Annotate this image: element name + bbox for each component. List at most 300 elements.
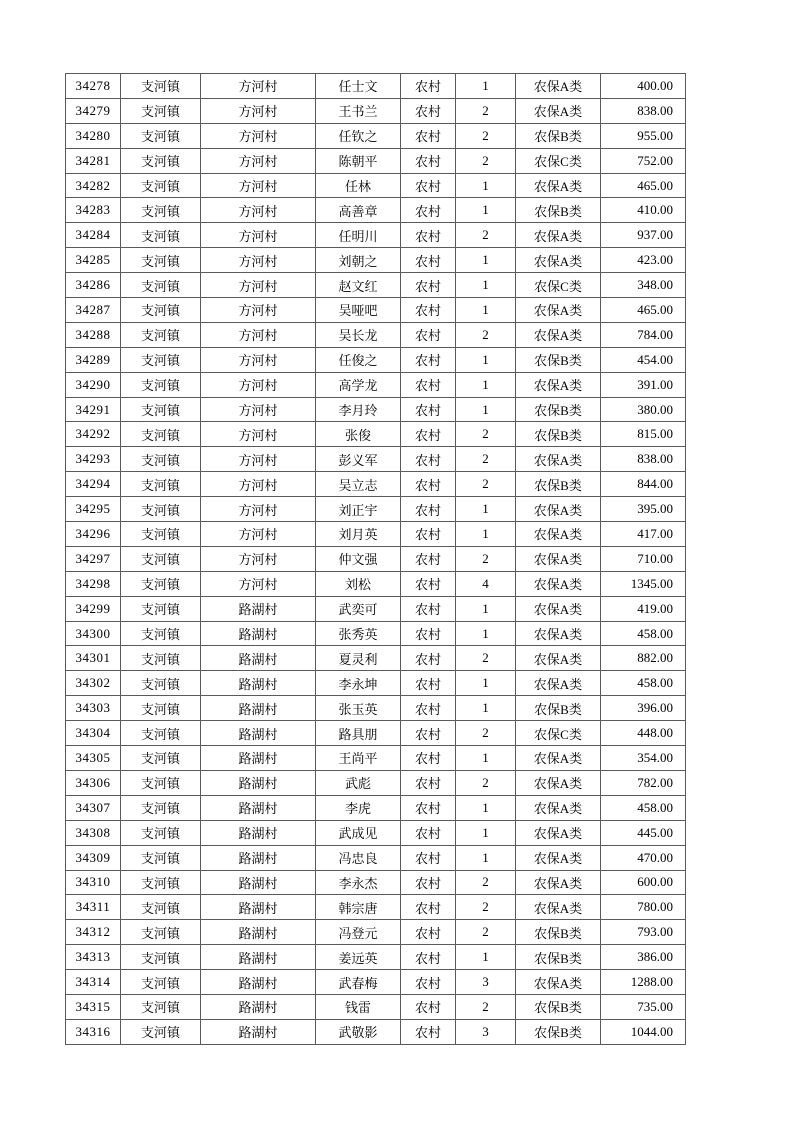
cell-serial: 34290 — [66, 372, 121, 397]
cell-count: 1 — [456, 372, 516, 397]
cell-village: 路湖村 — [201, 994, 316, 1019]
cell-village: 方河村 — [201, 273, 316, 298]
cell-name: 冯登元 — [316, 920, 401, 945]
cell-count: 2 — [456, 920, 516, 945]
table-row — [66, 571, 686, 596]
cell-serial: 34303 — [66, 696, 121, 721]
cell-name: 武成见 — [316, 820, 401, 845]
table-row — [66, 1019, 686, 1044]
cell-type: 农村 — [401, 173, 456, 198]
cell-amount: 458.00 — [601, 621, 686, 646]
cell-category: 农保A类 — [516, 845, 601, 870]
cell-serial: 34295 — [66, 497, 121, 522]
cell-category: 农保A类 — [516, 895, 601, 920]
cell-serial: 34310 — [66, 870, 121, 895]
cell-serial: 34289 — [66, 347, 121, 372]
cell-type: 农村 — [401, 696, 456, 721]
cell-count: 2 — [456, 770, 516, 795]
cell-category: 农保A类 — [516, 372, 601, 397]
cell-name: 武春梅 — [316, 970, 401, 995]
cell-village: 路湖村 — [201, 795, 316, 820]
cell-name: 张俊 — [316, 422, 401, 447]
cell-amount: 1288.00 — [601, 970, 686, 995]
cell-name: 任明川 — [316, 223, 401, 248]
cell-name: 武敬影 — [316, 1019, 401, 1044]
cell-town: 支河镇 — [121, 198, 201, 223]
cell-count: 2 — [456, 472, 516, 497]
cell-amount: 955.00 — [601, 123, 686, 148]
cell-town: 支河镇 — [121, 74, 201, 99]
cell-town: 支河镇 — [121, 522, 201, 547]
cell-type: 农村 — [401, 322, 456, 347]
cell-name: 任钦之 — [316, 123, 401, 148]
cell-serial: 34296 — [66, 522, 121, 547]
cell-name: 陈朝平 — [316, 148, 401, 173]
cell-category: 农保B类 — [516, 472, 601, 497]
cell-town: 支河镇 — [121, 1019, 201, 1044]
cell-town: 支河镇 — [121, 920, 201, 945]
cell-town: 支河镇 — [121, 795, 201, 820]
cell-town: 支河镇 — [121, 372, 201, 397]
cell-amount: 458.00 — [601, 795, 686, 820]
cell-name: 任士文 — [316, 74, 401, 99]
cell-category: 农保B类 — [516, 696, 601, 721]
cell-town: 支河镇 — [121, 298, 201, 323]
cell-category: 农保A类 — [516, 98, 601, 123]
cell-count: 1 — [456, 298, 516, 323]
cell-village: 路湖村 — [201, 721, 316, 746]
cell-town: 支河镇 — [121, 746, 201, 771]
cell-town: 支河镇 — [121, 148, 201, 173]
table-row — [66, 273, 686, 298]
table-row — [66, 970, 686, 995]
cell-serial: 34297 — [66, 546, 121, 571]
cell-category: 农保A类 — [516, 970, 601, 995]
table-row — [66, 522, 686, 547]
cell-amount: 465.00 — [601, 173, 686, 198]
cell-serial: 34287 — [66, 298, 121, 323]
cell-village: 路湖村 — [201, 820, 316, 845]
cell-type: 农村 — [401, 596, 456, 621]
cell-name: 任林 — [316, 173, 401, 198]
cell-count: 2 — [456, 870, 516, 895]
cell-amount: 445.00 — [601, 820, 686, 845]
cell-serial: 34309 — [66, 845, 121, 870]
cell-amount: 838.00 — [601, 447, 686, 472]
cell-type: 农村 — [401, 497, 456, 522]
cell-name: 高善章 — [316, 198, 401, 223]
cell-name: 李永坤 — [316, 671, 401, 696]
table-row — [66, 397, 686, 422]
table-row — [66, 596, 686, 621]
table-row — [66, 845, 686, 870]
cell-village: 路湖村 — [201, 646, 316, 671]
cell-count: 2 — [456, 148, 516, 173]
cell-amount: 395.00 — [601, 497, 686, 522]
cell-amount: 417.00 — [601, 522, 686, 547]
cell-name: 夏灵利 — [316, 646, 401, 671]
cell-count: 2 — [456, 994, 516, 1019]
table-row — [66, 696, 686, 721]
cell-count: 2 — [456, 322, 516, 347]
cell-name: 彭义军 — [316, 447, 401, 472]
table-row — [66, 74, 686, 99]
cell-town: 支河镇 — [121, 322, 201, 347]
table-row — [66, 223, 686, 248]
cell-town: 支河镇 — [121, 970, 201, 995]
cell-serial: 34280 — [66, 123, 121, 148]
table-row — [66, 298, 686, 323]
cell-type: 农村 — [401, 1019, 456, 1044]
cell-amount: 784.00 — [601, 322, 686, 347]
cell-town: 支河镇 — [121, 820, 201, 845]
table-row — [66, 148, 686, 173]
cell-category: 农保A类 — [516, 671, 601, 696]
beneficiary-table — [65, 73, 686, 1045]
cell-name: 姜远英 — [316, 945, 401, 970]
table-row — [66, 820, 686, 845]
cell-village: 方河村 — [201, 447, 316, 472]
table-row — [66, 721, 686, 746]
cell-serial: 34278 — [66, 74, 121, 99]
cell-village: 路湖村 — [201, 895, 316, 920]
cell-type: 农村 — [401, 347, 456, 372]
cell-category: 农保A类 — [516, 223, 601, 248]
cell-amount: 386.00 — [601, 945, 686, 970]
cell-count: 1 — [456, 347, 516, 372]
cell-name: 路具朋 — [316, 721, 401, 746]
cell-category: 农保B类 — [516, 422, 601, 447]
cell-type: 农村 — [401, 845, 456, 870]
cell-amount: 1044.00 — [601, 1019, 686, 1044]
table-row — [66, 770, 686, 795]
table-row — [66, 920, 686, 945]
cell-count: 1 — [456, 746, 516, 771]
cell-category: 农保A类 — [516, 621, 601, 646]
cell-amount: 782.00 — [601, 770, 686, 795]
cell-town: 支河镇 — [121, 895, 201, 920]
cell-count: 1 — [456, 820, 516, 845]
cell-serial: 34300 — [66, 621, 121, 646]
cell-amount: 710.00 — [601, 546, 686, 571]
cell-village: 方河村 — [201, 298, 316, 323]
cell-village: 路湖村 — [201, 870, 316, 895]
table-row — [66, 795, 686, 820]
cell-amount: 380.00 — [601, 397, 686, 422]
cell-town: 支河镇 — [121, 721, 201, 746]
cell-category: 农保A类 — [516, 746, 601, 771]
cell-village: 路湖村 — [201, 671, 316, 696]
cell-serial: 34299 — [66, 596, 121, 621]
cell-count: 2 — [456, 123, 516, 148]
cell-name: 吴长龙 — [316, 322, 401, 347]
cell-serial: 34285 — [66, 248, 121, 273]
cell-amount: 458.00 — [601, 671, 686, 696]
cell-serial: 34314 — [66, 970, 121, 995]
cell-serial: 34316 — [66, 1019, 121, 1044]
cell-amount: 793.00 — [601, 920, 686, 945]
table-row — [66, 472, 686, 497]
cell-town: 支河镇 — [121, 845, 201, 870]
cell-type: 农村 — [401, 945, 456, 970]
cell-type: 农村 — [401, 422, 456, 447]
cell-name: 吴立志 — [316, 472, 401, 497]
cell-count: 1 — [456, 248, 516, 273]
cell-name: 武彪 — [316, 770, 401, 795]
cell-count: 2 — [456, 895, 516, 920]
cell-type: 农村 — [401, 970, 456, 995]
cell-name: 仲文强 — [316, 546, 401, 571]
cell-name: 张玉英 — [316, 696, 401, 721]
cell-town: 支河镇 — [121, 596, 201, 621]
cell-serial: 34301 — [66, 646, 121, 671]
cell-count: 1 — [456, 621, 516, 646]
cell-category: 农保A类 — [516, 248, 601, 273]
table-row — [66, 546, 686, 571]
cell-name: 任俊之 — [316, 347, 401, 372]
cell-amount: 465.00 — [601, 298, 686, 323]
cell-type: 农村 — [401, 248, 456, 273]
cell-category: 农保A类 — [516, 522, 601, 547]
cell-name: 张秀英 — [316, 621, 401, 646]
cell-amount: 400.00 — [601, 74, 686, 99]
cell-village: 路湖村 — [201, 746, 316, 771]
cell-village: 路湖村 — [201, 621, 316, 646]
cell-type: 农村 — [401, 148, 456, 173]
cell-village: 方河村 — [201, 397, 316, 422]
cell-serial: 34307 — [66, 795, 121, 820]
cell-village: 方河村 — [201, 98, 316, 123]
cell-category: 农保C类 — [516, 273, 601, 298]
cell-count: 4 — [456, 571, 516, 596]
cell-type: 农村 — [401, 671, 456, 696]
cell-name: 刘朝之 — [316, 248, 401, 273]
table-row — [66, 173, 686, 198]
cell-town: 支河镇 — [121, 123, 201, 148]
cell-type: 农村 — [401, 372, 456, 397]
cell-count: 2 — [456, 98, 516, 123]
table-row — [66, 870, 686, 895]
cell-village: 路湖村 — [201, 1019, 316, 1044]
table-row — [66, 98, 686, 123]
cell-amount: 419.00 — [601, 596, 686, 621]
cell-amount: 844.00 — [601, 472, 686, 497]
cell-town: 支河镇 — [121, 422, 201, 447]
cell-type: 农村 — [401, 920, 456, 945]
table-row — [66, 347, 686, 372]
cell-name: 赵文红 — [316, 273, 401, 298]
cell-village: 路湖村 — [201, 845, 316, 870]
cell-village: 方河村 — [201, 198, 316, 223]
cell-category: 农保A类 — [516, 820, 601, 845]
cell-name: 李月玲 — [316, 397, 401, 422]
cell-count: 3 — [456, 1019, 516, 1044]
cell-town: 支河镇 — [121, 347, 201, 372]
cell-village: 方河村 — [201, 148, 316, 173]
cell-count: 2 — [456, 721, 516, 746]
cell-count: 1 — [456, 596, 516, 621]
cell-category: 农保A类 — [516, 770, 601, 795]
cell-count: 1 — [456, 74, 516, 99]
cell-type: 农村 — [401, 721, 456, 746]
cell-type: 农村 — [401, 397, 456, 422]
cell-village: 路湖村 — [201, 945, 316, 970]
cell-amount: 838.00 — [601, 98, 686, 123]
cell-amount: 423.00 — [601, 248, 686, 273]
cell-serial: 34293 — [66, 447, 121, 472]
cell-serial: 34291 — [66, 397, 121, 422]
cell-serial: 34308 — [66, 820, 121, 845]
cell-type: 农村 — [401, 795, 456, 820]
cell-name: 吴哑吧 — [316, 298, 401, 323]
cell-name: 高学龙 — [316, 372, 401, 397]
cell-type: 农村 — [401, 223, 456, 248]
cell-count: 1 — [456, 795, 516, 820]
cell-count: 2 — [456, 447, 516, 472]
cell-amount: 780.00 — [601, 895, 686, 920]
table-row — [66, 994, 686, 1019]
cell-serial: 34284 — [66, 223, 121, 248]
cell-serial: 34282 — [66, 173, 121, 198]
table-row — [66, 895, 686, 920]
cell-category: 农保B类 — [516, 945, 601, 970]
cell-category: 农保C类 — [516, 721, 601, 746]
cell-count: 1 — [456, 173, 516, 198]
cell-village: 路湖村 — [201, 696, 316, 721]
cell-count: 1 — [456, 671, 516, 696]
cell-amount: 1345.00 — [601, 571, 686, 596]
cell-village: 方河村 — [201, 173, 316, 198]
cell-serial: 34279 — [66, 98, 121, 123]
table-row — [66, 372, 686, 397]
cell-count: 2 — [456, 422, 516, 447]
cell-serial: 34283 — [66, 198, 121, 223]
cell-category: 农保A类 — [516, 322, 601, 347]
cell-type: 农村 — [401, 447, 456, 472]
cell-village: 方河村 — [201, 322, 316, 347]
cell-category: 农保A类 — [516, 173, 601, 198]
cell-name: 李永杰 — [316, 870, 401, 895]
cell-amount: 354.00 — [601, 746, 686, 771]
cell-town: 支河镇 — [121, 223, 201, 248]
cell-serial: 34294 — [66, 472, 121, 497]
cell-name: 王书兰 — [316, 98, 401, 123]
cell-serial: 34313 — [66, 945, 121, 970]
cell-category: 农保A类 — [516, 497, 601, 522]
cell-category: 农保B类 — [516, 994, 601, 1019]
cell-town: 支河镇 — [121, 770, 201, 795]
cell-count: 2 — [456, 223, 516, 248]
cell-count: 1 — [456, 945, 516, 970]
cell-town: 支河镇 — [121, 273, 201, 298]
cell-amount: 752.00 — [601, 148, 686, 173]
cell-type: 农村 — [401, 298, 456, 323]
cell-amount: 470.00 — [601, 845, 686, 870]
cell-category: 农保A类 — [516, 870, 601, 895]
cell-type: 农村 — [401, 994, 456, 1019]
table-row — [66, 646, 686, 671]
cell-serial: 34304 — [66, 721, 121, 746]
cell-village: 方河村 — [201, 472, 316, 497]
cell-village: 方河村 — [201, 422, 316, 447]
cell-town: 支河镇 — [121, 397, 201, 422]
cell-category: 农保B类 — [516, 347, 601, 372]
cell-town: 支河镇 — [121, 696, 201, 721]
cell-town: 支河镇 — [121, 571, 201, 596]
cell-village: 路湖村 — [201, 770, 316, 795]
cell-amount: 348.00 — [601, 273, 686, 298]
cell-town: 支河镇 — [121, 945, 201, 970]
table-row — [66, 322, 686, 347]
cell-count: 1 — [456, 497, 516, 522]
cell-amount: 600.00 — [601, 870, 686, 895]
cell-serial: 34302 — [66, 671, 121, 696]
cell-count: 1 — [456, 696, 516, 721]
cell-name: 钱雷 — [316, 994, 401, 1019]
table-row — [66, 671, 686, 696]
cell-type: 农村 — [401, 546, 456, 571]
cell-town: 支河镇 — [121, 646, 201, 671]
cell-category: 农保B类 — [516, 397, 601, 422]
cell-village: 方河村 — [201, 248, 316, 273]
cell-serial: 34315 — [66, 994, 121, 1019]
cell-category: 农保A类 — [516, 571, 601, 596]
cell-category: 农保C类 — [516, 148, 601, 173]
cell-count: 1 — [456, 397, 516, 422]
cell-town: 支河镇 — [121, 248, 201, 273]
table-row — [66, 123, 686, 148]
cell-category: 农保A类 — [516, 74, 601, 99]
cell-type: 农村 — [401, 746, 456, 771]
cell-name: 刘松 — [316, 571, 401, 596]
cell-name: 武奕可 — [316, 596, 401, 621]
cell-type: 农村 — [401, 273, 456, 298]
cell-serial: 34292 — [66, 422, 121, 447]
cell-name: 李虎 — [316, 795, 401, 820]
cell-count: 1 — [456, 522, 516, 547]
cell-type: 农村 — [401, 571, 456, 596]
cell-town: 支河镇 — [121, 870, 201, 895]
cell-name: 王尚平 — [316, 746, 401, 771]
cell-amount: 396.00 — [601, 696, 686, 721]
cell-category: 农保A类 — [516, 447, 601, 472]
cell-serial: 34306 — [66, 770, 121, 795]
cell-village: 方河村 — [201, 223, 316, 248]
cell-village: 方河村 — [201, 497, 316, 522]
cell-category: 农保B类 — [516, 1019, 601, 1044]
cell-village: 路湖村 — [201, 970, 316, 995]
cell-village: 方河村 — [201, 372, 316, 397]
cell-town: 支河镇 — [121, 472, 201, 497]
table-row — [66, 945, 686, 970]
cell-village: 方河村 — [201, 546, 316, 571]
cell-village: 方河村 — [201, 571, 316, 596]
cell-village: 路湖村 — [201, 596, 316, 621]
cell-type: 农村 — [401, 646, 456, 671]
cell-type: 农村 — [401, 621, 456, 646]
cell-type: 农村 — [401, 770, 456, 795]
cell-serial: 34312 — [66, 920, 121, 945]
cell-serial: 34311 — [66, 895, 121, 920]
cell-type: 农村 — [401, 870, 456, 895]
cell-type: 农村 — [401, 522, 456, 547]
cell-category: 农保A类 — [516, 795, 601, 820]
cell-type: 农村 — [401, 895, 456, 920]
cell-town: 支河镇 — [121, 621, 201, 646]
cell-count: 2 — [456, 646, 516, 671]
table-row — [66, 248, 686, 273]
table-row — [66, 497, 686, 522]
